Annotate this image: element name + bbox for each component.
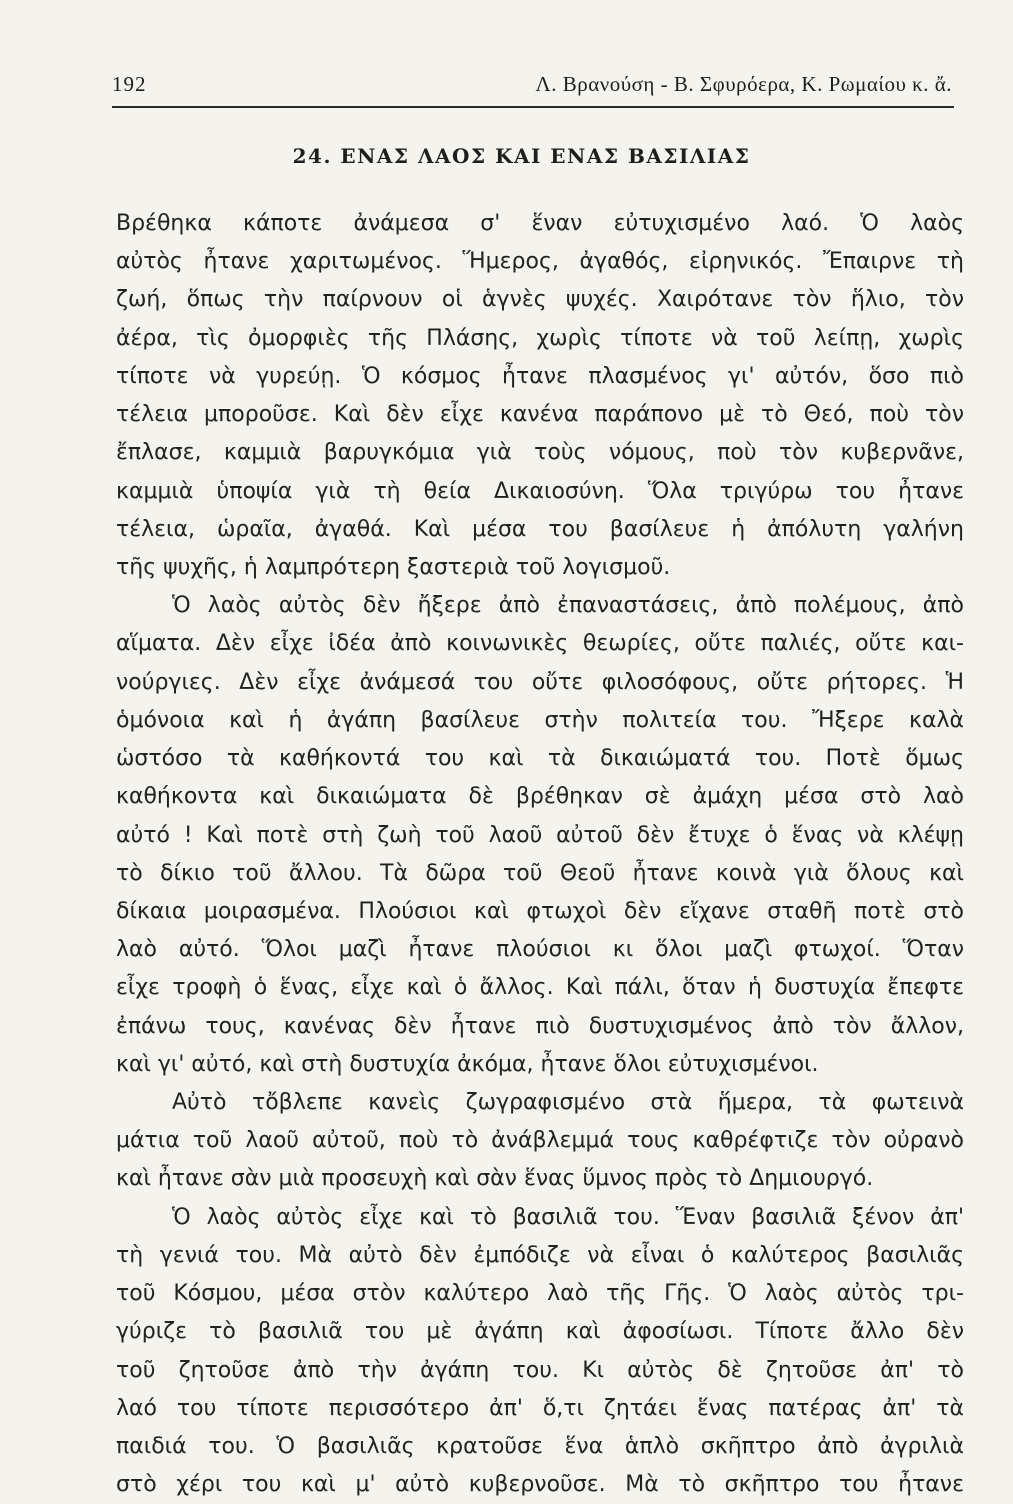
text-line: τοῦ ζητοῦσε ἀπὸ τὴν ἀγάπη του. Κι αὐτὸς δὲ ζητοῦσε ἀπ' τὸ [116, 1357, 964, 1383]
text-line: αὐτὸς ἦτανε χαριτωμένος. Ἥμερος, ἀγαθός, εἰρηνικός. Ἔπαιρνε τὴ [116, 249, 964, 275]
text-line: γύριζε τὸ βασιλιᾶ του μὲ ἀγάπη καὶ ἀφοσίωσι. Τίποτε ἄλλο δὲν [116, 1319, 964, 1345]
text-line: τοῦ Κόσμου, μέσα στὸν καλύτερο λαὸ τῆς Γῆς. Ὁ λαὸς αὐτὸς τρι- [116, 1281, 964, 1307]
text-line: ἔπλασε, καμμιὰ βαρυγκόμια γιὰ τοὺς νόμους, ποὺ τὸν κυβερνᾶνε, [116, 440, 964, 466]
running-title: Λ. Βρανούση - Β. Σφυρόερα, Κ. Ρωμαίου κ. ἄ. [535, 72, 952, 96]
text-line: νούργιες. Δὲν εἶχε ἀνάμεσά του οὔτε φιλοσόφους, οὔτε ρήτορες. Ἡ [116, 669, 964, 695]
text-line: Ὁ λαὸς αὐτὸς δὲν ἤξερε ἀπὸ ἐπαναστάσεις, ἀπὸ πολέμους, ἀπὸ [172, 593, 964, 619]
text-line: λαό του τίποτε περισσότερο ἀπ' ὅ,τι ζητάει ἕνας πατέρας ἀπ' τὰ [116, 1395, 964, 1421]
text-line: τὸ δίκιο τοῦ ἄλλου. Τὰ δῶρα τοῦ Θεοῦ ἦτανε κοινὰ γιὰ ὅλους καὶ [116, 860, 964, 886]
text-line: καθήκοντα καὶ δικαιώματα δὲ βρέθηκαν σὲ ἀμάχη μέσα στὸ λαὸ [116, 784, 964, 810]
text-line: στὸ χέρι του καὶ μ' αὐτὸ κυβερνοῦσε. Μὰ τὸ σκῆπτρο του ἦτανε [116, 1472, 964, 1498]
text-line: ἐπάνω τους, κανένας δὲν ἦτανε πιὸ δυστυχισμένος ἀπὸ τὸν ἄλλον, [116, 1013, 964, 1039]
text-line: παιδιά του. Ὁ βασιλιᾶς κρατοῦσε ἕνα ἁπλὸ σκῆπτρο ἀπὸ ἀγριλιὰ [116, 1434, 964, 1459]
text-line: τέλεια, ὡραῖα, ἀγαθά. Καὶ μέσα του βασίλευε ἡ ἀπόλυτη γαλήνη [116, 516, 964, 542]
header-rule [112, 106, 954, 108]
body-text [116, 205, 964, 1504]
text-line: λαὸ αὐτό. Ὅλοι μαζὶ ἦτανε πλούσιοι κι ὅλοι μαζὶ φτωχοί. Ὅταν [116, 937, 964, 963]
text-line: μάτια τοῦ λαοῦ αὐτοῦ, ποὺ τὸ ἀνάβλεμμά τους καθρέφτιζε τὸν οὐρανὸ [116, 1128, 964, 1154]
text-line: ὡστόσο τὰ καθήκοντά του καὶ τὰ δικαιώματά του. Ποτὲ ὅμως [116, 746, 964, 772]
text-line: ὁμόνοια καὶ ἡ ἀγάπη βασίλευε στὴν πολιτεία του. Ἤξερε καλὰ [116, 707, 964, 733]
text-line: αἵματα. Δὲν εἶχε ἰδέα ἀπὸ κοινωνικὲς θεωρίες, οὔτε παλιές, οὔτε και- [116, 631, 964, 657]
text-line: ζωή, ὅπως τὴν παίρνουν οἱ ἁγνὲς ψυχές. Χαιρότανε τὸν ἥλιο, τὸν [116, 287, 964, 313]
text-line: καὶ γι' αὐτό, καὶ στὴ δυστυχία ἀκόμα, ἦτανε ὅλοι εὐτυχισμένοι. [116, 1051, 819, 1077]
running-head [112, 66, 954, 106]
text-line: τῆς ψυχῆς, ἡ λαμπρότερη ξαστεριὰ τοῦ λογισμοῦ. [116, 554, 671, 580]
page-number: 192 [112, 72, 147, 96]
text-line: Ὁ λαὸς αὐτὸς εἶχε καὶ τὸ βασιλιᾶ του. Ἕναν βασιλιᾶ ξένον ἀπ' [172, 1204, 964, 1230]
text-line: καμμιὰ ὑποψία γιὰ τὴ θεία Δικαιοσύνη. Ὅλα τριγύρω του ἦτανε [116, 478, 964, 504]
text-line: εἶχε τροφὴ ὁ ἕνας, εἶχε καὶ ὁ ἄλλος. Καὶ πάλι, ὅταν ἡ δυστυχία ἔπεφτε [116, 975, 964, 1001]
text-line: τὴ γενιά του. Μὰ αὐτὸ δὲν ἐμπόδιζε νὰ εἶναι ὁ καλύτερος βασιλιᾶς [116, 1242, 964, 1268]
text-line: τίποτε νὰ γυρεύῃ. Ὁ κόσμος ἦτανε πλασμένος γι' αὐτόν, ὅσο πιὸ [116, 363, 964, 389]
text-line: Αὐτὸ τὄβλεπε κανεὶς ζωγραφισμένο στὰ ἥμερα, τὰ φωτεινὰ [172, 1090, 964, 1116]
text-line: καὶ ἦτανε σὰν μιὰ προσευχὴ καὶ σὰν ἕνας ὕμνος πρὸς τὸ Δημιουργό. [116, 1166, 874, 1192]
chapter-title: 24. ΕΝΑΣ ΛΑΟΣ ΚΑΙ ΕΝΑΣ ΒΑΣΙΛΙΑΣ [292, 144, 751, 168]
text-line: τέλεια μποροῦσε. Καὶ δὲν εἶχε κανένα παράπονο μὲ τὸ Θεό, ποὺ τὸν [116, 402, 964, 428]
text-line: ἀέρα, τὶς ὀμορφιὲς τῆς Πλάσης, χωρὶς τίποτε νὰ τοῦ λείπῃ, χωρὶς [116, 325, 964, 351]
text-line: Βρέθηκα κάποτε ἀνάμεσα σ' ἕναν εὐτυχισμένο λαό. Ὁ λαὸς [116, 211, 964, 236]
text-line: δίκαια μοιρασμένα. Πλούσιοι καὶ φτωχοὶ δὲν εἴχανε σταθῆ ποτὲ στὸ [116, 898, 964, 924]
text-line: αὐτό ! Καὶ ποτὲ στὴ ζωὴ τοῦ λαοῦ αὐτοῦ δὲν ἔτυχε ὁ ἕνας νὰ κλέψῃ [116, 822, 964, 848]
